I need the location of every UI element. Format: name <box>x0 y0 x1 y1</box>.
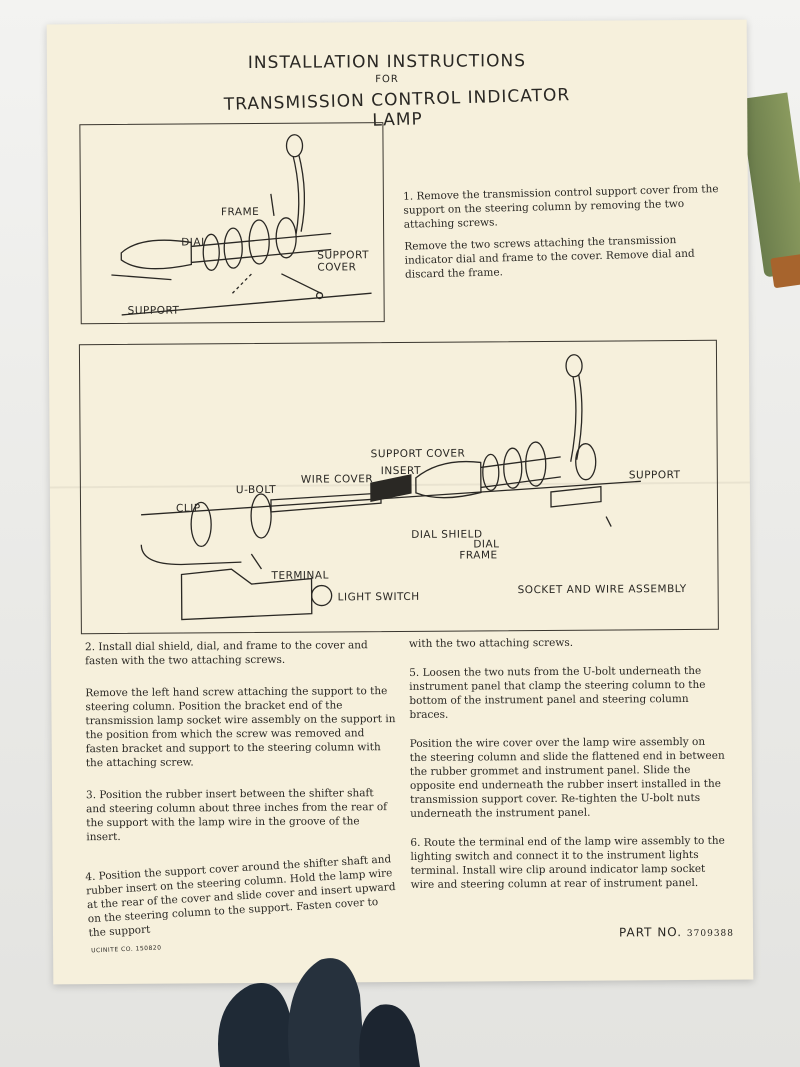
step1-text <box>403 182 725 290</box>
label-dial: DIAL <box>181 236 208 249</box>
label-dial-shield: DIAL SHIELD <box>411 528 483 541</box>
label-wire-cover: WIRE COVER <box>300 473 374 486</box>
top-diagram <box>79 122 384 324</box>
label-socket-wire: SOCKET AND WIRE ASSEMBLY <box>517 583 687 597</box>
step6-text: 6. Route the terminal end of the lamp wire assembly to the lighting switch and connect it to the instrument lights terminal. Install wire clip around indicator lamp socket wire and steering column at rear of instrument panel. <box>410 834 725 891</box>
label-support-cover-main: SUPPORT COVER <box>370 447 466 461</box>
step2-text: 2. Install dial shield, dial, and frame to the cover and fasten with the two attaching screws. <box>84 639 368 668</box>
right-column <box>409 635 726 907</box>
step4-text: 4. Position the support cover around the shifter shaft and rubber insert on the steering column. Hold the lamp wire at the rear of the cover and slide cover and insert upward on the steering column to the support. Fasten cover to the support <box>85 853 396 940</box>
label-u-bolt: U-BOLT <box>235 483 277 497</box>
label-insert: INSERT <box>380 464 422 478</box>
part-number-block <box>619 925 734 940</box>
left-column <box>85 638 397 950</box>
label-support-cover: SUPPORT COVER <box>317 249 370 274</box>
step3-text: 3. Position the rubber insert between the shifter shaft and steering column about three inches from the rear of the support with the lamp wire in the groove of the insert. <box>85 787 388 844</box>
printer-mark: UCINITE CO. 150820 <box>91 944 162 955</box>
step1-para2: Remove the two screws attaching the transmission indicator dial and frame to the cover. Remove dial and discard the frame. <box>404 234 695 281</box>
part-label: PART NO. <box>618 925 683 940</box>
step5b-text: Position the wire cover over the lamp wire assembly on the steering column and slide the flattened end in between the rubber grommet and instrument panel. Slide the opposite end underneath the rubber insert installed in the transmission support cover. Re-tighten the U-bolt nuts underneath the instrument panel. <box>409 735 725 820</box>
label-frame: FRAME <box>220 205 260 219</box>
step5-text: 5. Loosen the two nuts from the U-bolt underneath the instrument panel that clamp the steering column to the bottom of the instrument panel and steering column braces. <box>409 664 706 721</box>
step2b-text: Remove the left hand screw attaching the support to the steering column. Position the bracket end of the transmission lamp socket wire assembly on the support in the position from which the screw was removed and fasten bracket and support to the steering column with the attaching screw. <box>85 685 396 770</box>
label-terminal: TERMINAL <box>271 569 329 582</box>
title-line1: INSTALLATION INSTRUCTIONS <box>247 51 527 74</box>
label-clip: CLIP <box>175 502 201 515</box>
instruction-sheet <box>47 20 754 985</box>
top-diagram-drawing <box>80 123 383 323</box>
label-light-switch: LIGHT SWITCH <box>337 590 420 604</box>
title-line3: TRANSMISSION CONTROL INDICATOR LAMP <box>223 85 571 131</box>
main-diagram <box>79 340 719 634</box>
part-number: 3709388 <box>686 928 735 940</box>
label-support-main: SUPPORT <box>628 469 681 482</box>
shoes-photo <box>180 955 440 1067</box>
step4-continued: with the two attaching screws. <box>408 636 574 650</box>
step1-para1: 1. Remove the transmission control support cover from the support on the steering column by removing the two attaching screws. <box>402 183 719 231</box>
label-dial-main: DIAL <box>473 538 500 551</box>
label-frame-main: FRAME <box>459 549 498 562</box>
label-support: SUPPORT <box>127 304 180 317</box>
title-line2: FOR <box>375 73 399 86</box>
